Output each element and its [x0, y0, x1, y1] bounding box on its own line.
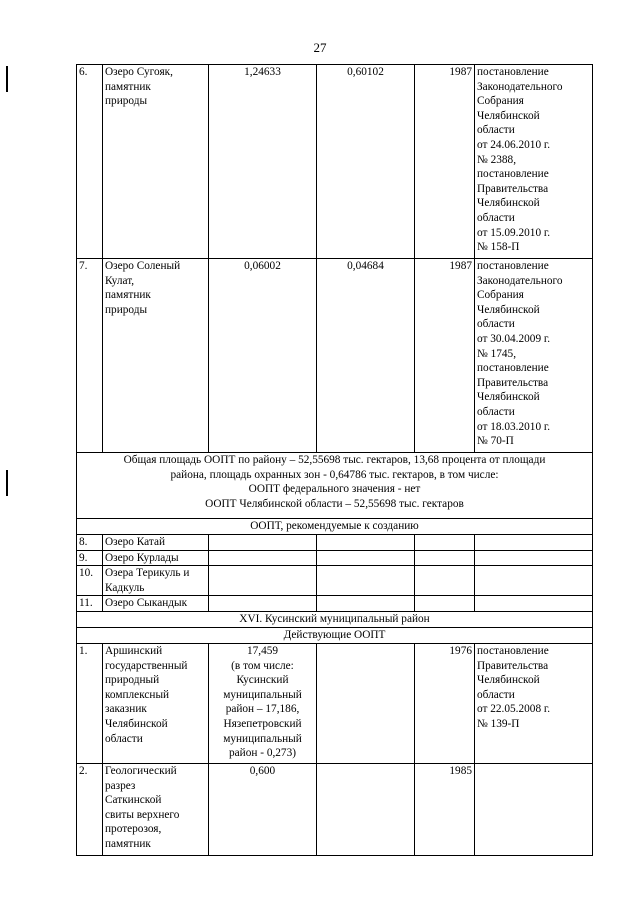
table-row	[77, 596, 593, 612]
area-name: Озеро Катай	[103, 535, 209, 551]
legal-document: постановление Законодательного Собрания Челябинской области от 24.06.2010 г. № 2388, постановление Правительства Челябинской области от 15.09.2010 г. № 158-П	[475, 65, 593, 259]
area-name: Геологический разрез Саткинской свиты верхнего протерозоя, памятник	[103, 763, 209, 855]
row-number: 7.	[77, 259, 103, 453]
table-row	[77, 550, 593, 566]
area-name: Озеро Сугояк, памятник природы	[103, 65, 209, 259]
margin-mark	[6, 66, 8, 92]
table-row	[77, 763, 593, 855]
row-number: 2.	[77, 763, 103, 855]
margin-mark	[6, 470, 8, 496]
row-number: 10.	[77, 566, 103, 596]
legal-document: постановление Законодательного Собрания Челябинской области от 30.04.2009 г. № 1745, постановление Правительства Челябинской области от 18.03.2010 г. № 70-П	[475, 259, 593, 453]
area-name: Озеро Курлады	[103, 550, 209, 566]
section-row	[77, 611, 593, 627]
table-row	[77, 259, 593, 453]
current-header: Действующие ООПТ	[77, 627, 593, 643]
section-title: XVI. Кусинский муниципальный район	[77, 611, 593, 627]
buffer-area-value: 0,04684	[317, 259, 415, 453]
year: 1985	[415, 763, 475, 855]
buffer-area-value: 0,60102	[317, 65, 415, 259]
area-name: Озеро Сыкандык	[103, 596, 209, 612]
table-row	[77, 535, 593, 551]
legal-document	[475, 763, 593, 855]
recommended-header: ООПТ, рекомендуемые к созданию	[77, 519, 593, 535]
row-number: 1.	[77, 643, 103, 763]
subheader-row	[77, 627, 593, 643]
row-number: 6.	[77, 65, 103, 259]
table-row	[77, 65, 593, 259]
area-name: Озеро Соленый Кулат, памятник природы	[103, 259, 209, 453]
year: 1976	[415, 643, 475, 763]
area-value: 17,459 (в том числе: Кусинский муниципальный район – 17,186, Нязепетровский муниципальный район - 0,273)	[209, 643, 317, 763]
row-number: 8.	[77, 535, 103, 551]
area-value: 0,600	[209, 763, 317, 855]
row-number: 9.	[77, 550, 103, 566]
table-row	[77, 643, 593, 763]
summary-row	[77, 453, 593, 519]
row-number: 11.	[77, 596, 103, 612]
area-name: Озера Терикуль и Кадкуль	[103, 566, 209, 596]
area-value: 0,06002	[209, 259, 317, 453]
year: 1987	[415, 259, 475, 453]
table-row	[77, 566, 593, 596]
area-name: Аршинский государственный природный комплексный заказник Челябинской области	[103, 643, 209, 763]
legal-document: постановление Правительства Челябинской области от 22.05.2008 г. № 139-П	[475, 643, 593, 763]
buffer-area-value	[317, 763, 415, 855]
area-value: 1,24633	[209, 65, 317, 259]
buffer-area-value	[317, 643, 415, 763]
protected-areas-table	[76, 64, 593, 856]
district-summary: Общая площадь ООПТ по району – 52,55698 тыс. гектаров, 13,68 процента от площади района, площадь охранных зон - 0,64786 тыс. гектаров, в том числе: ООПТ федерального значения - нет ООПТ Челябинской области – 52,55698 тыс. гектаров	[77, 453, 593, 519]
page-number: 27	[313, 40, 327, 55]
subheader-row	[77, 519, 593, 535]
year: 1987	[415, 65, 475, 259]
